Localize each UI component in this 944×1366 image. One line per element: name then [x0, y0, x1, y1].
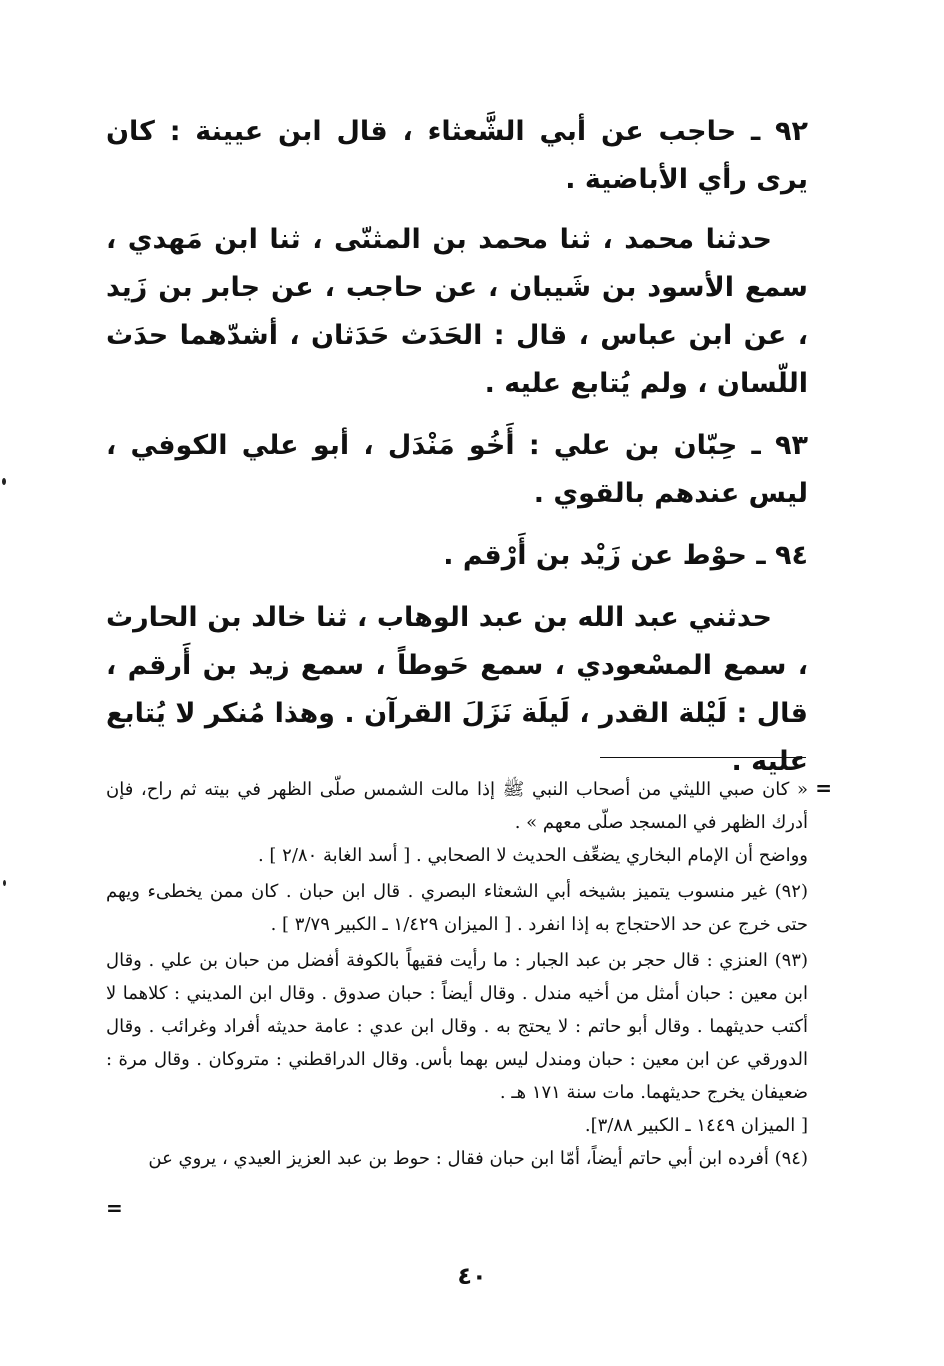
footnote-separator [600, 757, 806, 758]
footnote-continued-quote: « كان صبي الليثي من أصحاب النبي ﷺ إذا مالت الشمس صلّى الظهر في بيته ثم راح، فإن أدرك الظهر في المسجد صلّى معهم » . [106, 779, 808, 833]
entry-92-isnad: حدثنا محمد ، ثنا محمد بن المثنّى ، ثنا ابن مَهدي ، سمع الأسود بن شَيبان ، عن حاجب ، عن جابر بن زَيد ، عن ابن عباس ، قال : الحَدَث حَدَثان ، أشدّهما حدَث اللّسان ، ولم يُتابع عليه . [106, 224, 808, 399]
continuation-mark-top: = [815, 776, 832, 800]
footnote-94: (٩٤) أفرده ابن أبي حاتم أيضاً، أمّا ابن حبان فقال : حوط بن عبد العزيز العيدي ، يروي عن [148, 1148, 808, 1169]
scan-speck [3, 880, 6, 886]
footnote-93-reference: [ الميزان ١٤٤٩ ـ الكبير ٣/٨٨]. [584, 1115, 808, 1136]
page-number: ٤٠ [457, 1262, 487, 1290]
footnotes-block [106, 773, 808, 1175]
continuation-mark-bottom: = [106, 1196, 123, 1220]
scan-speck [2, 478, 6, 485]
entry-94-isnad: حدثني عبد الله بن عبد الوهاب ، ثنا خالد بن الحارث ، سمع المسْعودي ، سمع حَوطاً ، سمع زيد بن أَرقم ، قال : لَيْلة القدر ، لَيلَة نَزَلَ القرآن . وهذا مُنكر لا يُتابع عليه . [106, 602, 808, 777]
main-text-body [106, 108, 808, 786]
entry-93-heading: ٩٣ ـ حِبّان بن علي : أَخُو مَنْدَل ، أبو علي الكوفي ، ليس عندهم بالقوي . [106, 430, 808, 509]
footnote-continued-remark: وواضح أن الإمام البخاري يضعِّف الحديث لا الصحابي . [ أسد الغابة ٢/٨٠ ] . [257, 845, 808, 866]
footnote-93: (٩٣) العنزي : قال حجر بن عبد الجبار : ما رأيت فقيهاً بالكوفة أفضل من حبان بن علي . وقال ابن معين : حبان أمثل من أخيه مندل . وقال أيضاً : حبان صدوق . وقال ابن المديني : كلاهما لا أكتب حديثهما . وقال أبو حاتم : لا يحتج به . وقال ابن عدي : عامة حديثه أفراد وغرائب . وقال الدورقي عن ابن معين : حبان ومندل ليس بهما بأس. وقال الدراقطني : متروكان . وقال مرة : ضعيفان يخرج حديثهما. مات سنة ١٧١ هـ . [106, 950, 808, 1103]
footnote-92: (٩٢) غير منسوب يتميز بشيخه أبي الشعثاء البصري . قال ابن حبان . كان ممن يخطىء ويهم حتى خرج عن حد الاحتجاج به إذا انفرد . [ الميزان ١/٤٢٩ ـ الكبير ٣/٧٩ ] . [106, 881, 808, 935]
entry-94-heading: ٩٤ ـ حوْط عن زَيْد بن أَرْقم . [443, 540, 808, 571]
entry-92-heading: ٩٢ ـ حاجب عن أبي الشَّعثاء ، قال ابن عيينة : كان يرى رأي الأباضية . [106, 116, 808, 195]
